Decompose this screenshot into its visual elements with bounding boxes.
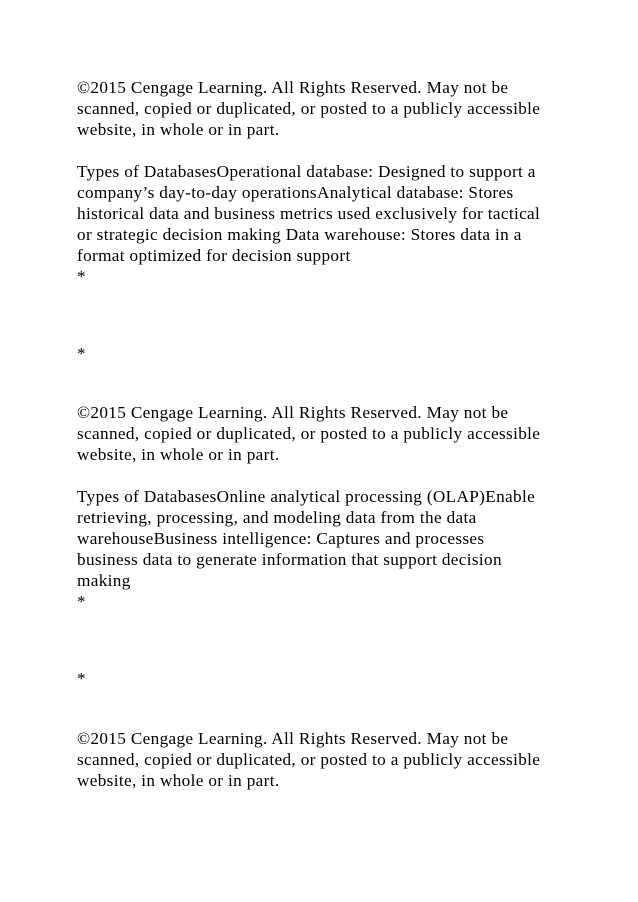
slide-marker: * [77,344,86,363]
types-of-databases-paragraph-2: Types of DatabasesOnline analytical processing (OLAP)Enable retrieving, processing, and modeling data from the data warehouseBusiness intelligence: Captures and processes business data to generate information that support decision making [77,487,536,590]
copyright-notice: ©2015 Cengage Learning. All Rights Reserved. May not be scanned, copied or duplicated, or posted to a publicly accessible website, in whole or in part. [77,729,541,790]
copyright-notice: ©2015 Cengage Learning. All Rights Reserved. May not be scanned, copied or duplicated, or posted to a publicly accessible website, in whole or in part. [77,403,541,464]
slide-marker: * [77,669,86,688]
types-of-databases-paragraph-1: Types of DatabasesOperational database: Designed to support a company’s day-to-day operationsAnalytical database: Stores historical data and business metrics used exclusively for tactical or strategic decision making Data warehouse: Stores data in a format optimized for decision support [77,162,541,265]
copyright-notice: ©2015 Cengage Learning. All Rights Reserved. May not be scanned, copied or duplicated, or posted to a publicly accessible website, in whole or in part. [77,78,541,139]
slide-marker: * [77,267,86,286]
slide-marker: * [77,592,86,611]
